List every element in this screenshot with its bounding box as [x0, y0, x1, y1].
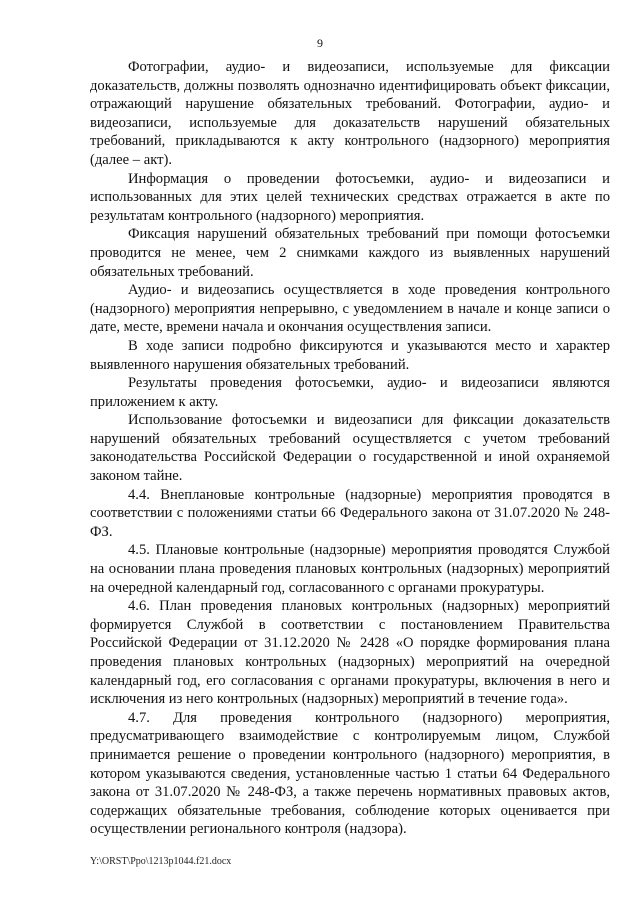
- paragraph-photo-audio-video-evidence: Фотографии, аудио- и видеозаписи, используемые для фиксации доказательств, должны позволять однозначно идентифицировать объект фиксации, отражающий нарушение обязательных требований. Фотографии, аудио- и видеозаписи, используемые для доказательств нарушений обязательных требований, прикладываются к акту контрольного (надзорного) мероприятия (далее – акт).: [90, 59, 610, 168]
- paragraph-4-4: 4.4. Внеплановые контрольные (надзорные) мероприятия проводятся в соответствии с положениями статьи 66 Федерального закона от 31.07.2020 № 248-ФЗ.: [90, 486, 610, 540]
- page-number: 9: [317, 36, 323, 50]
- document-body: [90, 58, 610, 839]
- paragraph-results-appendix: Результаты проведения фотосъемки, аудио- и видеозаписи являются приложением к акту.: [90, 375, 610, 410]
- footer-file-path: Y:\ORST\Ppo\1213p1044.f21.docx: [90, 856, 232, 867]
- paragraph-continuous-recording: Аудио- и видеозапись осуществляется в ходе проведения контрольного (надзорного) мероприятия непрерывно, с уведомлением в начале и конце записи о дате, месте, времени начала и окончания осуществления записи.: [90, 282, 610, 336]
- paragraph-recording-info-in-act: Информация о проведении фотосъемки, аудио- и видеозаписи и использованных для этих целей технических средствах отражается в акте по результатам контрольного (надзорного) мероприятия.: [90, 170, 610, 224]
- paragraph-4-6: 4.6. План проведения плановых контрольных (надзорных) мероприятий формируется Службой в соответствии с постановлением Правительства Российской Федерации от 31.12.2020 № 2428 «О порядке формирования плана проведения плановых контрольных (надзорных) мероприятий на очередной календарный год, его согласования с органами прокуратуры, включения в него и исключения из него контрольных (надзорных) мероприятий в течение года».: [90, 598, 610, 708]
- paragraph-4-5: 4.5. Плановые контрольные (надзорные) мероприятия проводятся Службой на основании плана проведения плановых контрольных (надзорных) мероприятий на очередной календарный год, согласованного с органами прокуратуры.: [90, 542, 610, 596]
- paragraph-4-7: 4.7. Для проведения контрольного (надзорного) мероприятия, предусматривающего взаимодействие с контролируемым лицом, Службой принимается решение о проведении контрольного (надзорного) мероприятия, в котором указываются сведения, установленные частью 1 статьи 64 Федерального закона от 31.07.2020 № 248-ФЗ, а также перечень нормативных правовых актов, содержащих обязательные требования, соблюдение которых оценивается при осуществлении регионального контроля (надзора).: [90, 709, 610, 838]
- paragraph-photo-fixation-minimum: Фиксация нарушений обязательных требований при помощи фотосъемки проводится не менее, чем 2 снимками каждого из выявленных нарушений обязательных требований.: [90, 226, 610, 280]
- paragraph-recording-details: В ходе записи подробно фиксируются и указываются место и характер выявленного нарушения обязательных требований.: [90, 337, 610, 373]
- paragraph-secret-protection: Использование фотосъемки и видеозаписи для фиксации доказательств нарушений обязательных требований осуществляется с учетом требований законодательства Российской Федерации о государственной и иной охраняемой законом тайне.: [90, 412, 610, 485]
